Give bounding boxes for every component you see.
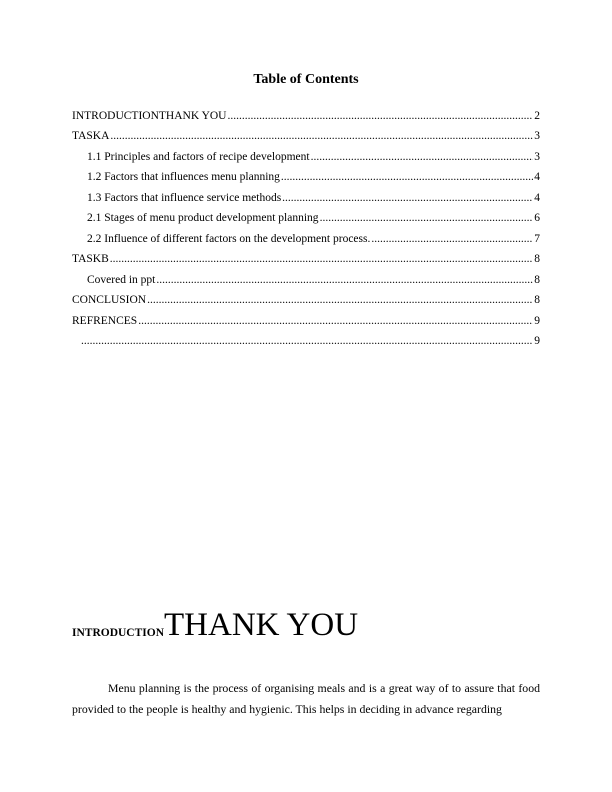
toc-entry-page: 4: [534, 171, 540, 183]
toc-entry-references[interactable]: [72, 307, 540, 328]
toc-entry-page: 8: [534, 253, 540, 265]
toc-entry-label: INTRODUCTIONTHANK YOU: [72, 109, 227, 122]
toc-leader-dots: [138, 315, 533, 328]
toc-leader-dots: [320, 212, 534, 225]
toc-entry-label: 2.2 Influence of different factors on the development process.: [87, 232, 371, 245]
toc-entry-page: 3: [534, 150, 540, 163]
toc-entry-2-2[interactable]: [72, 225, 540, 246]
toc-leader-dots: [371, 233, 533, 246]
toc-entry-taskb[interactable]: [72, 246, 540, 267]
toc-entry-label: TASKB: [72, 253, 109, 265]
toc-entry-label: 2.1 Stages of menu product development planning: [87, 212, 319, 224]
toc-leader-dots: [228, 110, 534, 123]
body-paragraph: Menu planning is the process of organising meals and is a great way of to assure that food provided to the people is healthy and hygienic. This helps in deciding in advance regarding: [72, 681, 540, 716]
toc-entry-untitled[interactable]: [72, 328, 540, 349]
toc-entry-page: 7: [534, 232, 540, 245]
toc-entry-2-1[interactable]: [72, 205, 540, 226]
toc-leader-dots: [110, 130, 533, 143]
toc-entry-page: 9: [534, 314, 540, 327]
toc-entry-label: 1.2 Factors that influences menu planning: [87, 171, 280, 183]
toc-entry-1-2[interactable]: [72, 164, 540, 185]
toc-entry-page: 6: [534, 212, 540, 224]
toc-entry-1-3[interactable]: [72, 184, 540, 205]
toc-entry-page: 8: [534, 294, 540, 306]
toc-leader-dots: [110, 253, 533, 266]
toc-leader-dots: [311, 151, 534, 164]
toc-title: Table of Contents: [253, 72, 359, 87]
toc-entry-page: 4: [534, 191, 540, 204]
toc-entry-label: 1.1 Principles and factors of recipe development: [87, 150, 310, 163]
heading-introduction: INTRODUCTION: [72, 627, 165, 639]
toc-entry-1-1[interactable]: [72, 143, 540, 164]
toc-entry-taska[interactable]: [72, 123, 540, 144]
toc-entry-covered-in-ppt[interactable]: [72, 266, 540, 287]
toc-entry-conclusion[interactable]: [72, 287, 540, 308]
toc-entry-label: 1.3 Factors that influence service methods: [87, 191, 282, 204]
toc-entry-page: 9: [534, 335, 540, 347]
toc-entry-introduction[interactable]: [72, 102, 540, 123]
toc-entry-page: 2: [534, 109, 540, 122]
toc-leader-dots: [281, 171, 533, 184]
toc-leader-dots: [81, 335, 533, 348]
toc-entry-page: 8: [534, 273, 540, 286]
toc-entry-label: Covered in ppt: [87, 273, 156, 286]
section-heading: [72, 603, 358, 643]
toc-entry-label: TASKA: [72, 130, 110, 142]
toc-leader-dots: [147, 294, 533, 307]
toc-leader-dots: [282, 192, 533, 205]
toc-entry-label: REFRENCES: [72, 314, 138, 327]
heading-thank-you: THANK YOU: [164, 607, 359, 643]
toc-leader-dots: [156, 274, 533, 287]
toc-entry-page: 3: [534, 130, 540, 142]
table-of-contents: [72, 102, 540, 348]
toc-entry-label: CONCLUSION: [72, 294, 147, 306]
